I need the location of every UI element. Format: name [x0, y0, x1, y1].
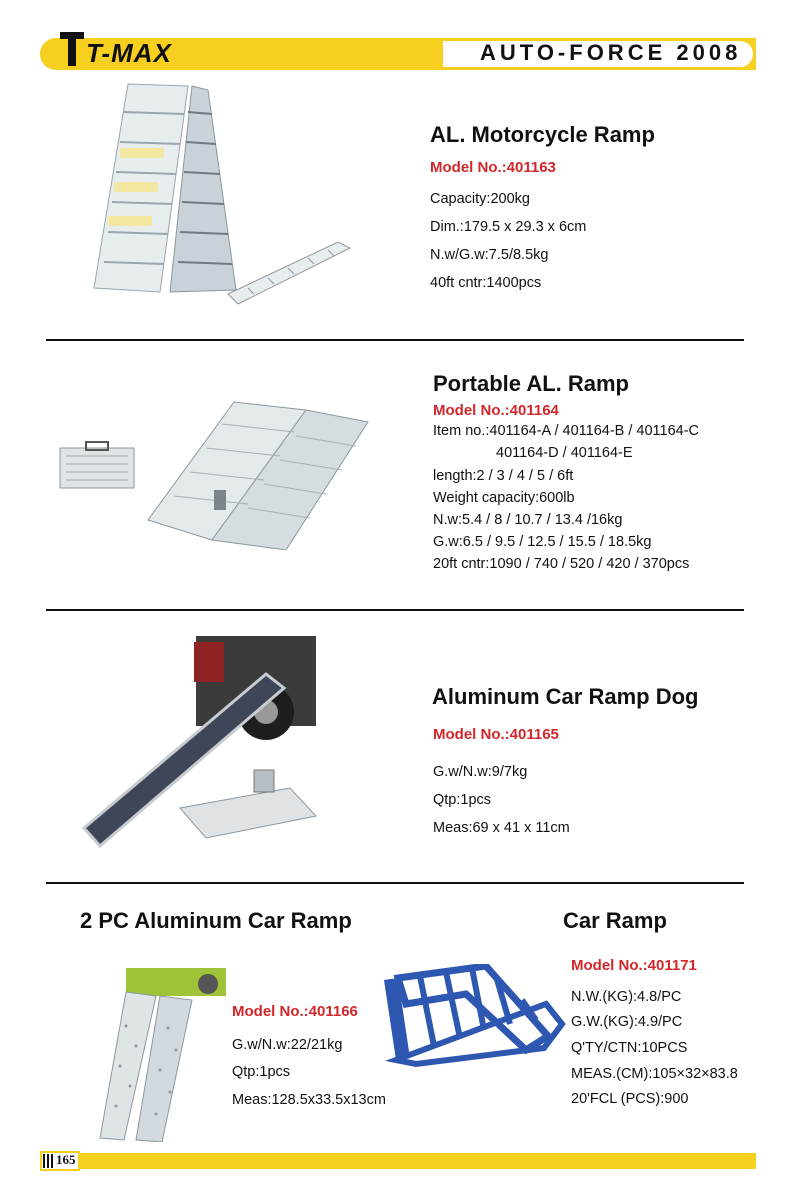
spec-line: Item no.:401164-A / 401164-B / 401164-C: [433, 423, 700, 439]
model-number: Model No.:401163: [430, 159, 556, 176]
brand-title: AUTO-FORCE 2008: [480, 40, 742, 65]
section-divider: [46, 882, 744, 884]
car-ramp-dog-image: [76, 632, 326, 854]
model-number: Model No.:401171: [571, 957, 697, 974]
spec-line: G.w/N.w:22/21kg: [232, 1037, 343, 1053]
section-divider: [46, 609, 744, 611]
spec-line: Qtp:1pcs: [433, 792, 492, 808]
logo: T-MAX: [86, 38, 172, 68]
spec-line: G.w/N.w:9/7kg: [433, 764, 528, 780]
motorcycle-ramp-image: [88, 82, 378, 322]
spec-line: Weight capacity:600lb: [433, 490, 575, 506]
spec-line: Capacity:200kg: [430, 191, 530, 207]
spec-line: Q'TY/CTN:10PCS: [571, 1040, 688, 1056]
spec-line: MEAS.(CM):105×32×83.8: [571, 1066, 738, 1082]
section-divider: [46, 339, 744, 341]
model-number: Model No.:401165: [433, 726, 559, 743]
footer-stripes-icon: [42, 1153, 56, 1169]
spec-line: Qtp:1pcs: [232, 1064, 291, 1080]
spec-line: length:2 / 3 / 4 / 5 / 6ft: [433, 468, 574, 484]
page-number: 165: [56, 1152, 76, 1167]
product-title: Portable AL. Ramp: [433, 371, 629, 396]
spec-line: Dim.:179.5 x 29.3 x 6cm: [430, 219, 587, 235]
two-pc-ramp-image: [96, 966, 228, 1142]
spec-line: Meas:69 x 41 x 11cm: [433, 820, 570, 836]
spec-line: 20ft cntr:1090 / 740 / 520 / 420 / 370pcs: [433, 556, 690, 572]
portable-ramp-image: [56, 400, 376, 550]
spec-line: N.w:5.4 / 8 / 10.7 / 13.4 /16kg: [433, 512, 623, 528]
model-number: Model No.:401164: [433, 402, 559, 419]
product-title: AL. Motorcycle Ramp: [430, 122, 655, 147]
model-number: Model No.:401166: [232, 1003, 358, 1020]
spec-line: 40ft cntr:1400pcs: [430, 275, 542, 291]
car-ramp-image: [376, 964, 572, 1070]
logo-mark: [58, 30, 88, 68]
spec-line: N.W.(KG):4.8/PC: [571, 989, 682, 1005]
product-title: Aluminum Car Ramp Dog: [432, 684, 699, 709]
product-title: 2 PC Aluminum Car Ramp: [80, 908, 352, 933]
spec-line: 20'FCL (PCS):900: [571, 1091, 689, 1107]
footer-bar: [40, 1153, 756, 1169]
spec-line: N.w/G.w:7.5/8.5kg: [430, 247, 549, 263]
spec-line: G.w:6.5 / 9.5 / 12.5 / 15.5 / 18.5kg: [433, 534, 652, 550]
spec-line: G.W.(KG):4.9/PC: [571, 1014, 683, 1030]
spec-line: 401164-D / 401164-E: [496, 445, 633, 461]
product-title: Car Ramp: [563, 908, 667, 933]
spec-line: Meas:128.5x33.5x13cm: [232, 1092, 386, 1108]
